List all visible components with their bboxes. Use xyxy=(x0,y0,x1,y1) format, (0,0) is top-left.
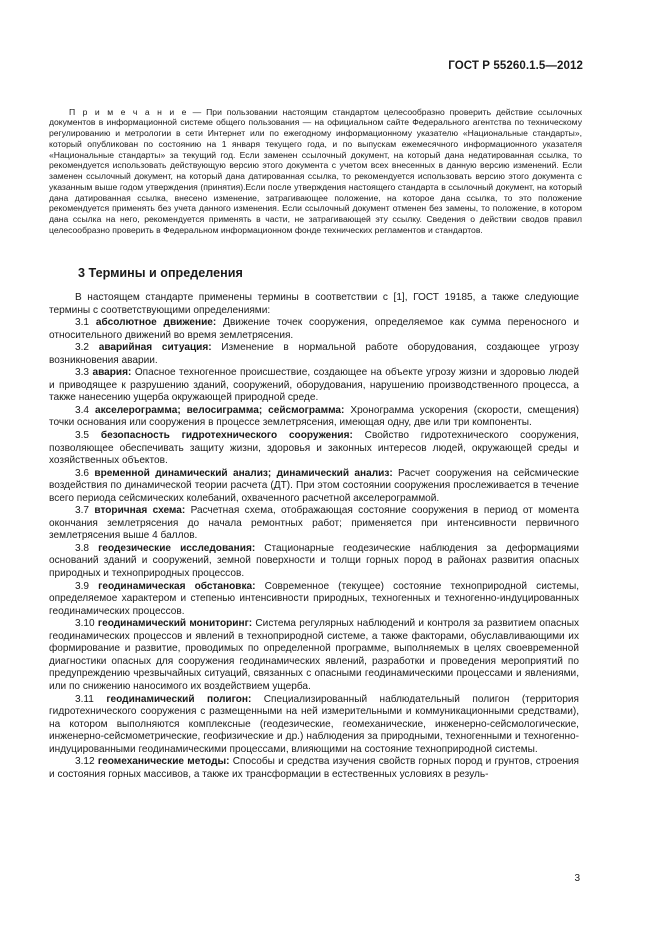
term-name: геодинамический полигон: xyxy=(106,693,252,705)
term-number: 3.11 xyxy=(75,693,107,705)
term-definition xyxy=(49,756,579,781)
term-name: геомеханические методы: xyxy=(97,756,230,768)
term-text: Изменение в нормальной работе оборудования, создающее угрозу возникновения аварии. xyxy=(49,342,579,366)
term-name: абсолютное движение: xyxy=(95,317,217,329)
term-number: 3.6 xyxy=(75,467,95,479)
term-text: Хронограмма ускорения (скорости, смещения) точки основания или сооружения в процессе землетрясения, имеющая одну, две или три компоненты. xyxy=(49,404,579,429)
term-number: 3.7 xyxy=(75,505,95,517)
term-definition xyxy=(49,505,579,543)
term-text: Свойство гидротехнического сооружения, позволяющее обеспечивать защиту жизни, здоровья и законных интересов людей, окружающей среды и хозяйственных объектов. xyxy=(49,430,579,467)
term-text: Стационарные геодезические наблюдения за деформациями оснований зданий и сооружений, земной поверхности и толщи горных пород в районах развития опасных природных и технoприродных процессов. xyxy=(49,542,579,580)
term-definition xyxy=(49,317,579,342)
term-name: аварийная ситуация: xyxy=(98,342,212,354)
term-text: Расчет сооружения на сейсмические воздействия по динамической теории расчета (ДТ). При этом состоянии сооружения прослеживается в течение всего периода сейсмических колебаний, охваченного расчетной акселерограммой. xyxy=(49,467,579,504)
section-title: 3 Термины и определения xyxy=(78,266,243,280)
term-number: 3.10 xyxy=(75,618,98,630)
term-definition xyxy=(49,405,579,430)
term-name: временной динамический анализ; динамический анализ: xyxy=(94,467,393,479)
section-intro: В настоящем стандарте применены термины в соответствии с [1], ГОСТ 19185, а также следующие термины с соответствующими определениями: xyxy=(49,292,579,316)
section-body xyxy=(49,292,579,781)
note-label: П р и м е ч а н и е xyxy=(69,106,188,117)
term-definition xyxy=(49,543,579,581)
term-name: безопасность гидротехнического сооружения: xyxy=(100,430,353,442)
term-definition xyxy=(49,342,579,367)
page-number: 3 xyxy=(574,873,580,884)
term-number: 3.8 xyxy=(75,542,99,554)
term-name: геодинамическая обстановка: xyxy=(98,580,256,592)
term-number: 3.9 xyxy=(75,580,99,592)
term-text: Современное (текущее) состояние технoприродной системы, определяемое характером и степенью интенсивности природных, техногенных и техногенно-индуцированных геодинамических процессов. xyxy=(49,580,580,617)
term-number: 3.1 xyxy=(75,317,96,329)
term-definition xyxy=(49,367,579,405)
terms-list xyxy=(49,317,579,781)
term-definition xyxy=(49,430,579,468)
term-number: 3.2 xyxy=(75,342,99,354)
term-text: Опасное техногенное происшествие, создающее на объекте угрозу жизни и здоровью людей и приводящее к разрушению зданий, сооружений, оборудования, нарушению производственного процесса, а также нанесению ущерба окружающей природной среде. xyxy=(49,367,579,404)
term-definition xyxy=(49,581,579,619)
term-name: геодинамический мониторинг: xyxy=(97,618,253,630)
term-text: Специализированный наблюдательный полигон (территория гидротехнического сооружения с размещенными на ней измерительными и коммуникационными средствами), на котором выполняются комплексные (геодезические, геомеханические, инженерно-сейсмологические, инженерно-сейсмометрические, геофизические и др.) наблюдения за природными, техногенными и техногенно-индуцированными геодинамическими процессами, влияющими на состояние технoприродной системы. xyxy=(49,693,580,755)
term-name: авария: xyxy=(92,367,132,379)
term-number: 3.5 xyxy=(75,430,101,442)
note-text: — При пользовании настоящим стандартом целесообразно проверить действие ссылочных документов в информационной системе общего пользования — на официальном сайте Федерального агентства по техническому регулированию и метрологии в сети Интернет или по ежегодному информационному указателю «Национальные стандарты», который опубликован по состоянию на 1 января текущего года, и по выпускам ежемесячного информационного указателя «Национальные стандарты» за текущий год. Если заменен ссылочный документ, на который дана недатированная ссылка, то рекомендуется использовать действующую версию этого документа с учетом всех внесенных в данную версию изменений. Если заменен ссылочный документ, на который дана датированная ссылка, то рекомендуется использовать версию этого документа с указанным выше годом утверждения (принятия).Если после утверждения настоящего стандарта в ссылочный документ, на который дана датированная ссылка, внесено изменение, затрагивающее положение, на которое дана ссылка, то это положение рекомендуется применять без учета данного изменения. Если ссылочный документ отменен без замены, то положение, в котором дана ссылка на него, рекомендуется применять в части, не затрагивающей эту ссылку. Сведения о действии сводов правил целесообразно проверить в Федеральном информационном фонде технических регламентов и стандартов. xyxy=(49,106,583,235)
term-text: Расчетная схема, отображающая состояние сооружения в период от момента окончания землетрясения до начала ремонтных работ; применяется при интенсивности первичного землетрясения выше 4 баллов. xyxy=(49,505,579,542)
term-number: 3.4 xyxy=(75,404,95,416)
term-definition xyxy=(49,618,579,693)
term-text: Движение точек сооружения, определяемое как сумма переносного и относительного движений во время землетрясения. xyxy=(49,317,579,341)
term-name: акселерограмма; велосиграмма; сейсмограмма: xyxy=(94,404,345,416)
note-paragraph xyxy=(49,107,582,236)
term-number: 3.3 xyxy=(75,367,93,379)
term-definition xyxy=(49,468,579,506)
document-code: ГОСТ Р 55260.1.5—2012 xyxy=(448,60,583,72)
term-definition xyxy=(49,694,579,757)
term-text: Система регулярных наблюдений и контроля за развитием опасных геодинамических процессов и явлений в технoприродной системе, а также факторами, обуславливающими их формирование и развитие, проводимых по определенной программе, выполняемых в целях своевременной диагностики опасных для сооружения геодинамических явлений, разработки и проведения мероприятий по предупреждению чрезвычайных ситуаций, связанных с опасными геодинамическими процессами и явлениями, или по снижению наносимого их воздействием ущерба. xyxy=(49,618,579,692)
term-number: 3.12 xyxy=(75,756,98,768)
term-text: Способы и средства изучения свойств горных пород и грунтов, строения и состояния горных массивов, а также их трансформации в естественных условиях в резуль- xyxy=(49,756,579,780)
term-name: геодезические исследования: xyxy=(98,542,256,554)
term-name: вторичная схема: xyxy=(94,505,186,517)
